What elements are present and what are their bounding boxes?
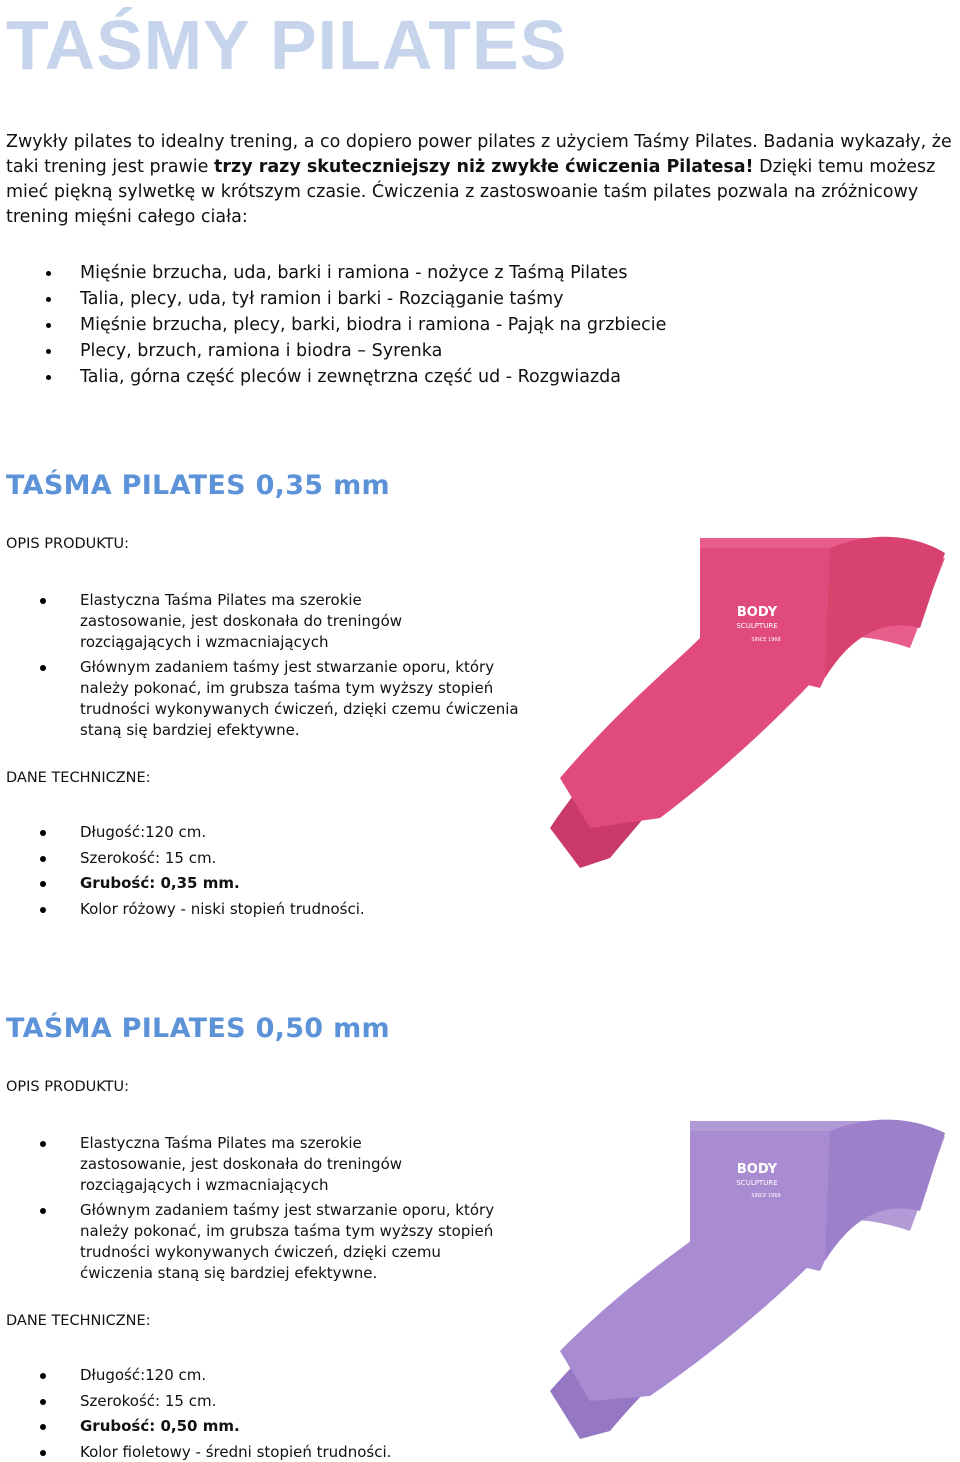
product-section-050: [0, 1013, 960, 1462]
spec-width: Szerokość: 15 cm.: [40, 1389, 540, 1415]
description-item: Głównym zadaniem taśmy jest stwarzanie oporu, który należy pokonać, im grubsza taśma tym wyższy stopień trudności wykonywanych ćwiczeń, dzięki czemu ćwiczenia staną się bardziej efektywne.: [40, 657, 530, 741]
intro-paragraph: [6, 130, 954, 230]
logo-text: SCULPTURE: [736, 622, 778, 630]
product-title: TAŚMA PILATES 0,35 mm: [6, 470, 390, 501]
logo-text: BODY: [736, 1162, 778, 1177]
exercise-item: Talia, plecy, uda, tył ramion i barki - Rozciąganie taśmy: [46, 286, 906, 312]
intro-emphasis: trzy razy skuteczniejszy niż zwykłe ćwiczenia Pilatesa!: [214, 157, 754, 177]
spec-list: [40, 1363, 540, 1462]
spec-length: Długość:120 cm.: [40, 820, 540, 846]
pilates-band-purple-image: [550, 1111, 950, 1441]
spec-color: Kolor różowy - niski stopień trudności.: [40, 897, 540, 923]
product-title: TAŚMA PILATES 0,50 mm: [6, 1013, 390, 1044]
description-item: Elastyczna Taśma Pilates ma szerokie zastosowanie, jest doskonała do treningów rozciągających i wzmacniających: [40, 590, 450, 653]
intro-text-2: Dzięki temu możesz mieć piękną sylwetkę w krótszym czasie. Ćwiczenia z zastoswoanie taśm pilates pozwala na zróżnicowy trening mięśni całego ciała:: [6, 157, 936, 227]
logo-text: SCULPTURE: [736, 1179, 778, 1187]
product-section-035: [0, 470, 960, 930]
exercise-item: Mięśnie brzucha, plecy, barki, biodra i ramiona - Pająk na grzbiecie: [46, 312, 906, 338]
description-heading: OPIS PRODUKTU:: [6, 536, 129, 552]
intro-text-1: Zwykły pilates to idealny trening, a co dopiero power pilates z użyciem Taśmy Pilates. Badania wykazały, że taki trening jest prawie: [6, 132, 952, 177]
description-heading: OPIS PRODUKTU:: [6, 1079, 129, 1095]
exercise-item: Mięśnie brzucha, uda, barki i ramiona - nożyce z Taśmą Pilates: [46, 260, 906, 286]
spec-width: Szerokość: 15 cm.: [40, 846, 540, 872]
tech-heading: DANE TECHNICZNE:: [6, 1313, 151, 1329]
spec-list: [40, 820, 540, 922]
tech-heading: DANE TECHNICZNE:: [6, 770, 151, 786]
description-item: Elastyczna Taśma Pilates ma szerokie zastosowanie, jest doskonała do treningów rozciągających i wzmacniających: [40, 1133, 450, 1196]
logo-text: BODY: [736, 605, 778, 620]
page-title: TAŚMY PILATES: [6, 6, 568, 84]
spec-thickness: Grubość: 0,35 mm.: [40, 871, 540, 897]
logo-text: SINCE 1968: [751, 1193, 781, 1199]
logo-text: SINCE 1968: [751, 637, 781, 643]
description-list: [40, 1133, 540, 1288]
description-item: Głównym zadaniem taśmy jest stwarzanie oporu, który należy pokonać, im grubsza taśma tym wyższy stopień trudności wykonywanych ćwiczeń, dzięki czemu ćwiczenia staną się bardziej efektywne.: [40, 1200, 510, 1284]
spec-color: Kolor fioletowy - średni stopień trudności.: [40, 1440, 540, 1462]
spec-length: Długość:120 cm.: [40, 1363, 540, 1389]
description-list: [40, 590, 540, 745]
exercise-item: Talia, górna część pleców i zewnętrzna część ud - Rozgwiazda: [46, 364, 906, 390]
pilates-band-pink-image: [550, 528, 950, 868]
exercise-list: [46, 260, 906, 390]
exercise-item: Plecy, brzuch, ramiona i biodra – Syrenka: [46, 338, 906, 364]
band-right-shade: [825, 1120, 945, 1261]
spec-thickness: Grubość: 0,50 mm.: [40, 1414, 540, 1440]
band-right-shade: [825, 537, 945, 678]
